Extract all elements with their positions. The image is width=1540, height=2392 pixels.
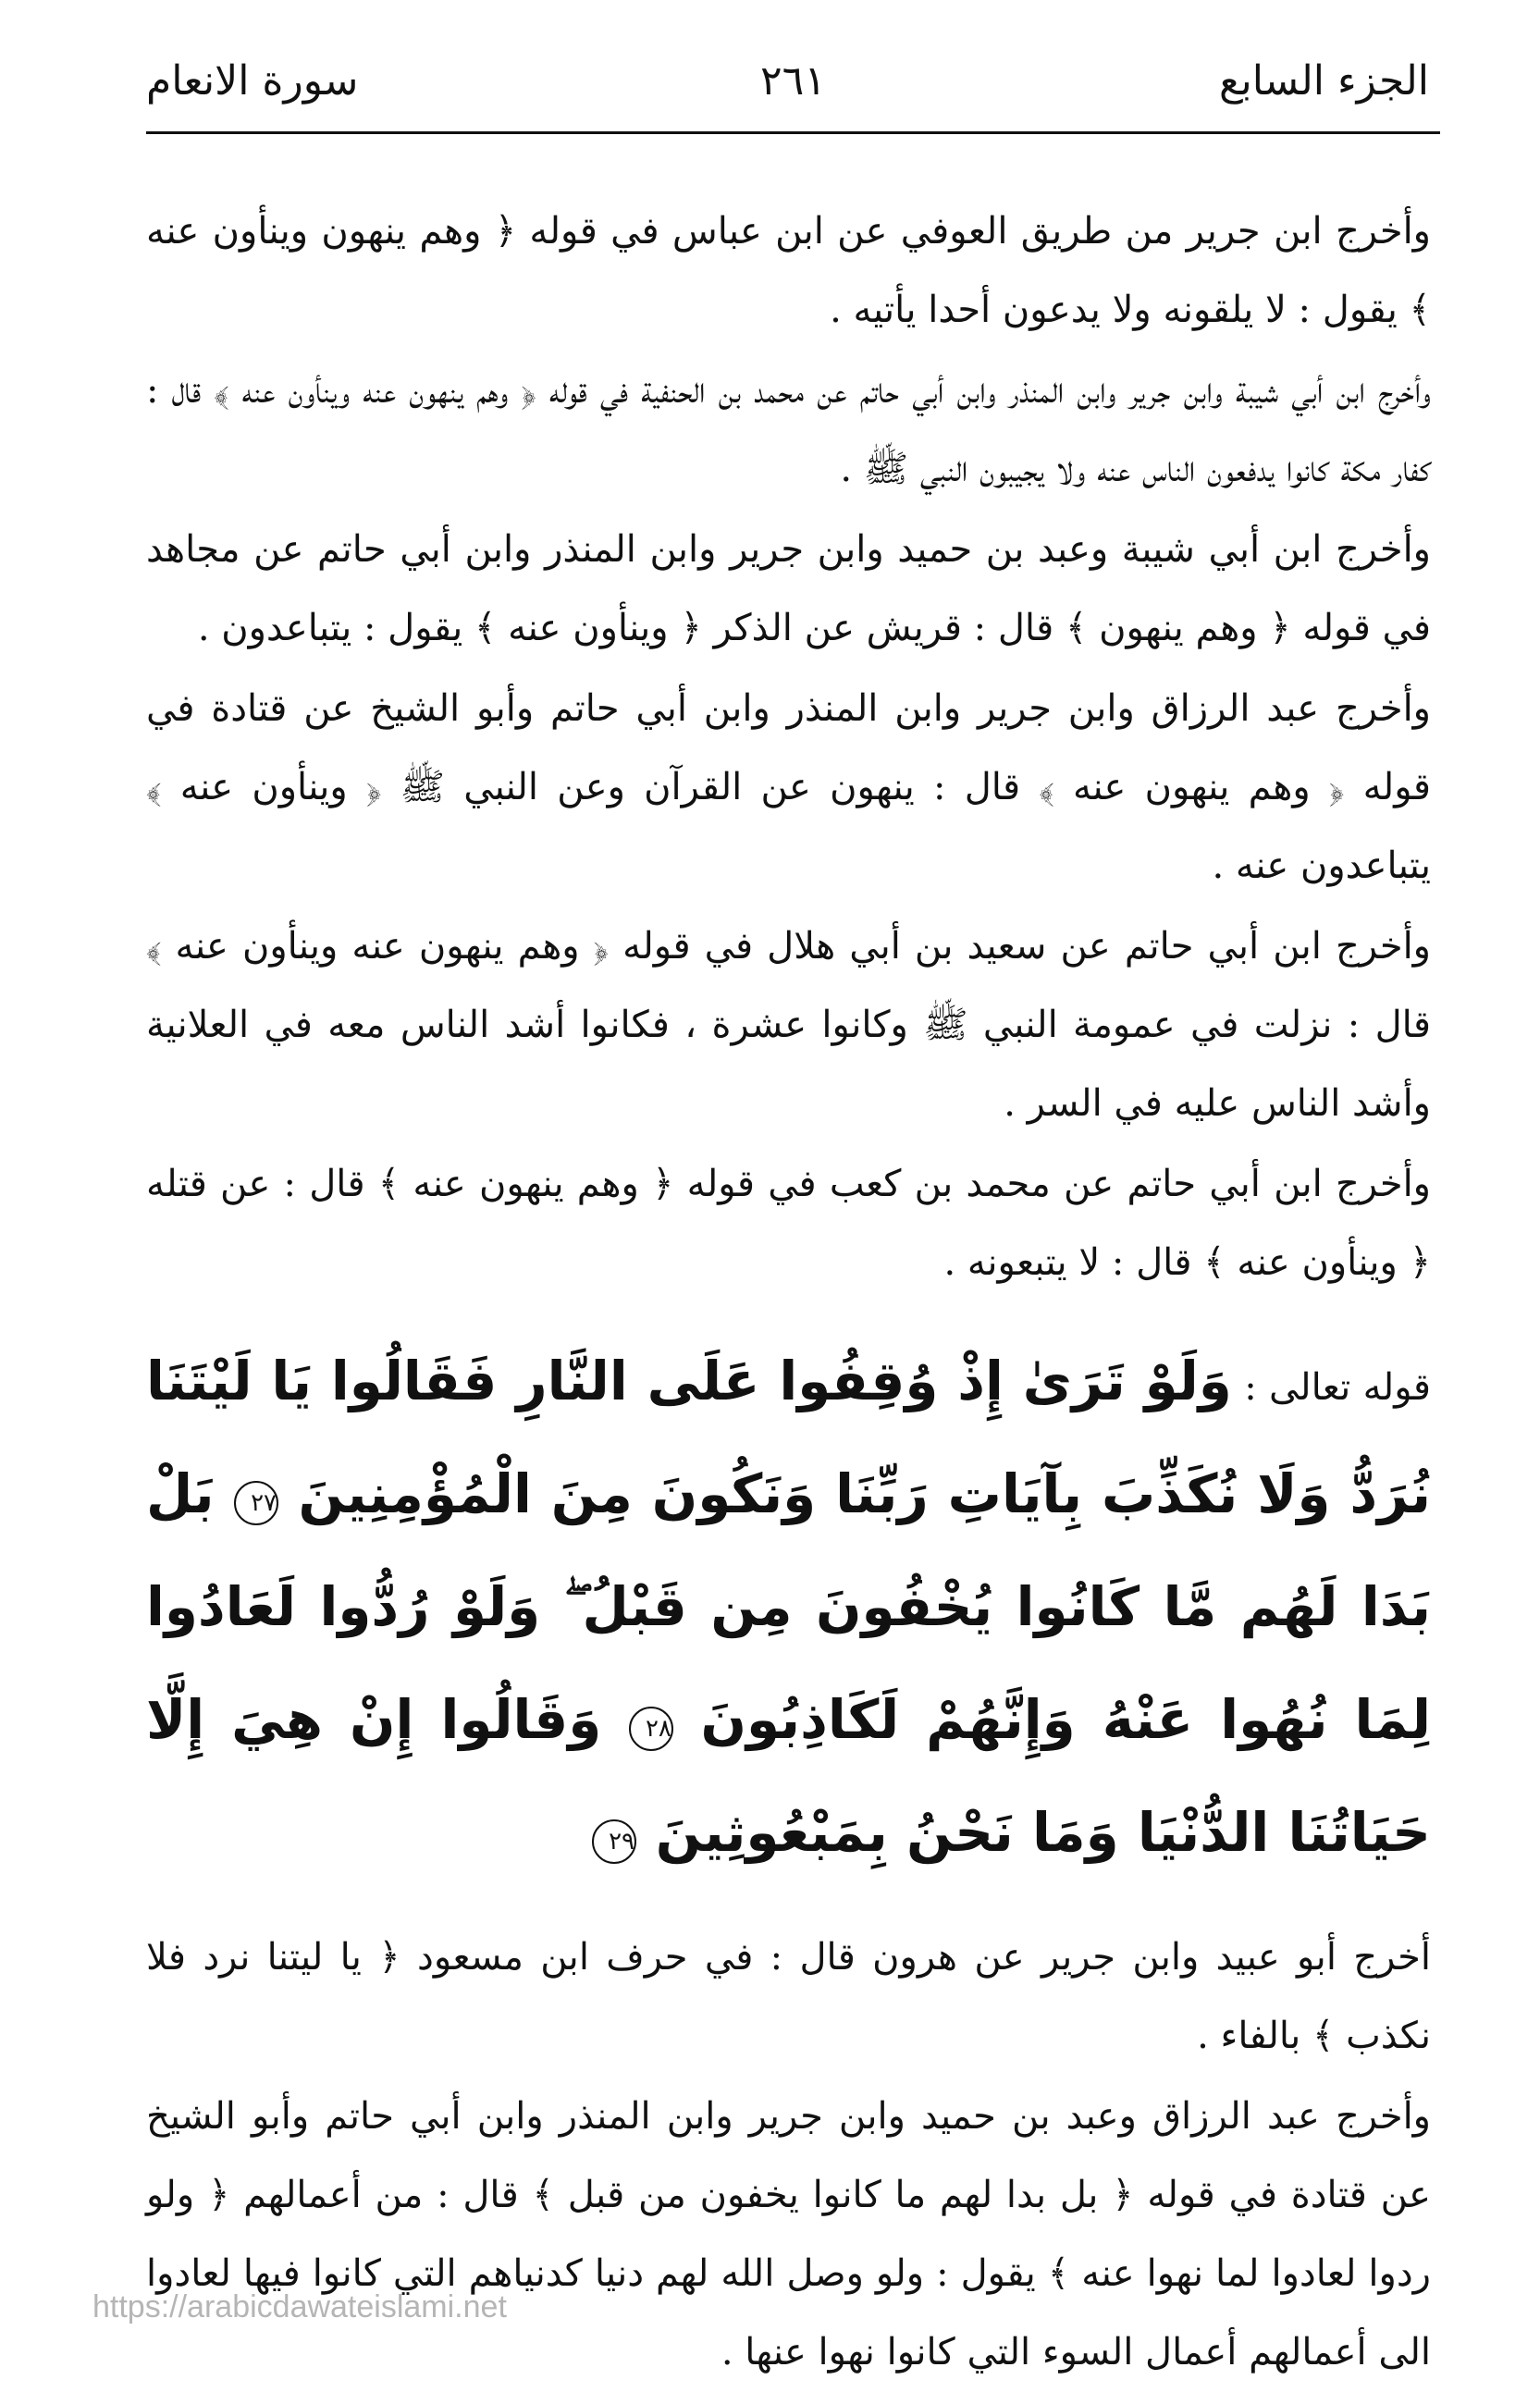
- paragraph: وأخرج عبد الرزاق وعبد بن حميد وابن جرير وابن المنذر وابن أبي حاتم وأبو الشيخ عن قتادة في قوله ﴿ بل بدا لهم ما كانوا يخفون من قبل ﴾ قال : من أعمالهم ﴿ ولو ردوا لعادوا لما نهوا عنه ﴾ يقول : ولو وصل الله لهم دنيا كدنياهم التي كانوا فيها لعادوا الى أعمالهم أعمال السوء التي كانوا نهوا عنها .: [146, 2095, 1432, 2374]
- ayah-28: بَلْ بَدَا لَهُم مَّا كَانُوا يُخْفُونَ مِن قَبْلُ ۖ وَلَوْ رُدُّوا لَعَادُوا لِمَا نُهُوا عَنْهُ وَإِنَّهُمْ لَكَاذِبُونَ: [146, 1462, 1431, 1751]
- paragraph: وأخرج عبد الرزاق وابن جرير وابن المنذر وابن أبي حاتم وأبو الشيخ عن قتادة في قوله ﴿ وهم ينهون عنه ﴾ قال : ينهون عن القرآن وعن النبي ﷺ ﴿ وينأون عنه ﴾ يتباعدون عنه .: [146, 687, 1431, 887]
- paragraph: وأخرج ابن أبي شيبة وعبد بن حميد وابن جرير وابن المنذر وابن أبي حاتم عن مجاهد في قوله ﴿ وهم ينهون ﴾ قال : قريش عن الذكر ﴿ وينأون عنه ﴾ يقول : يتباعدون .: [146, 528, 1431, 649]
- ayah-number-28: ٢٨: [629, 1707, 673, 1751]
- paragraph: وأخرج ابن جرير من طريق العوفي عن ابن عباس في قوله ﴿ وهم ينهون وينأون عنه ﴾ يقول : لا يلقونه ولا يدعون أحدا يأتيه .: [146, 210, 1431, 331]
- page-body: [146, 192, 1431, 2392]
- page-number: ٢٦١: [760, 57, 826, 105]
- paragraph: وأخرج ابن أبي حاتم عن سعيد بن أبي هلال في قوله ﴿ وهم ينهون عنه وينأون عنه ﴾ قال : نزلت في عمومة النبي ﷺ وكانوا عشرة ، فكانوا أشد الناس معه في العلانية وأشد الناس عليه في السر .: [146, 925, 1431, 1125]
- ayah-number-29: ٢٩: [592, 1819, 636, 1864]
- ayah-29: وَقَالُوا إِنْ هِيَ إِلَّا حَيَاتُنَا الدُّنْيَا وَمَا نَحْنُ بِمَبْعُوثِينَ: [146, 1688, 1431, 1864]
- quran-verse-block: [146, 1328, 1431, 1893]
- juz-label: الجزء السابع: [1219, 57, 1429, 105]
- watermark-url: https://arabicdawateislami.net: [92, 2289, 507, 2324]
- ayah-27: وَلَوْ تَرَىٰ إِذْ وُقِفُوا عَلَى النَّارِ فَقَالُوا يَا لَيْتَنَا نُرَدُّ وَلَا نُكَذِّبَ بِآيَاتِ رَبِّنَا وَنَكُونَ مِنَ الْمُؤْمِنِينَ: [146, 1350, 1432, 1525]
- paragraph: وأخرج ابن أبي حاتم عن محمد بن كعب في قوله ﴿ وهم ينهون عنه ﴾ قال : عن قتله ﴿ وينأون عنه ﴾ قال : لا يتبعونه .: [146, 1163, 1431, 1284]
- page-header: [146, 48, 1440, 134]
- paragraph: وأخرج ابن أبي شيبة وابن جرير وابن المنذر وابن أبي حاتم عن محمد بن الحنفية في قوله ﴿ وهم ينهون عنه وينأون عنه ﴾ قال : كفار مكة كانوا يدفعون الناس عنه ولا يجيبون النبي ﷺ .: [146, 369, 1431, 490]
- ayah-number-27: ٢٧: [234, 1481, 278, 1525]
- paragraph: أخرج أبو عبيد وابن جرير عن هرون قال : في حرف ابن مسعود ﴿ يا ليتنا نرد فلا نكذب ﴾ بالفاء .: [146, 1936, 1431, 2057]
- verse-intro: قوله تعالى :: [1244, 1366, 1431, 1409]
- surah-name: سورة الانعام: [146, 57, 359, 105]
